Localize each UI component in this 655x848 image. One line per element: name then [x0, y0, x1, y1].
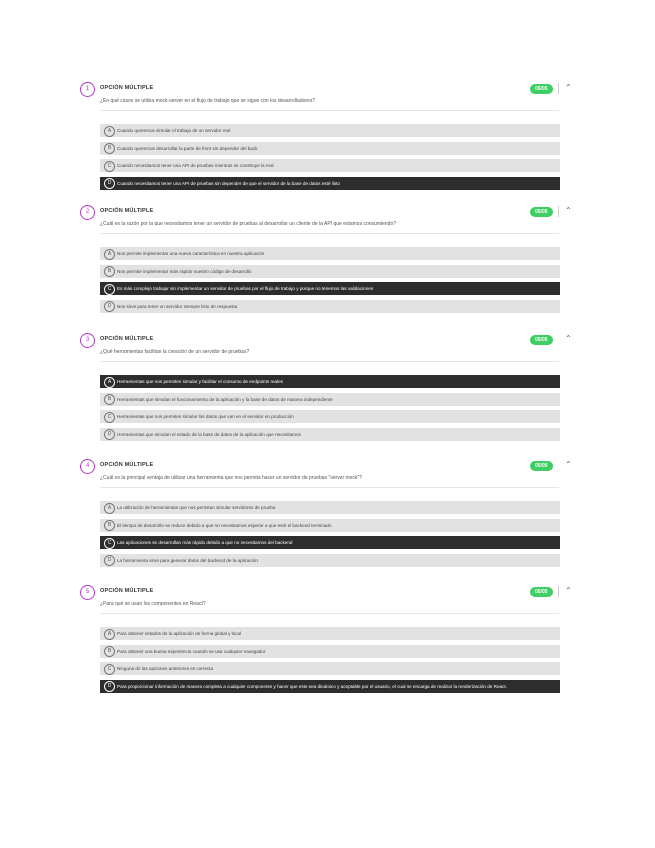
chevron-up-icon[interactable]: ⌃ [565, 83, 572, 92]
option-b[interactable] [100, 265, 560, 278]
divider [100, 110, 559, 111]
option-letter: B [104, 266, 115, 277]
question-text: ¿Cuál es la razón por la que necesitamos tener un servidor de pruebas al desarrollar un cliente de la API que estamos consumiendo? [100, 221, 397, 227]
question-card [80, 459, 580, 563]
options-list [100, 124, 560, 194]
option-text: Herramientas que simulan el estado de la base de datos de la aplicación que necesitamos [117, 431, 301, 437]
option-d[interactable] [100, 428, 560, 441]
option-letter: D [104, 555, 115, 566]
score-badge: 05/05 [530, 84, 553, 94]
option-letter: B [104, 520, 115, 531]
option-text: Herramientas que nos permiten simular los datos que van en el servidor en producción [117, 414, 294, 419]
option-a[interactable] [100, 501, 560, 514]
option-b[interactable] [100, 393, 560, 406]
question-type-label: OPCIÓN MÚLTIPLE [100, 336, 154, 342]
option-b[interactable] [100, 142, 560, 155]
option-c[interactable] [100, 410, 560, 423]
option-text: Cuando necesitamos tener una API de pruebas mientras se construye la real [117, 163, 274, 168]
question-card [80, 205, 580, 309]
option-letter: B [104, 143, 115, 154]
option-d-selected[interactable] [100, 177, 560, 190]
option-d[interactable] [100, 554, 560, 567]
question-number-badge: 2 [80, 205, 95, 220]
option-a[interactable] [100, 247, 560, 260]
option-letter: B [104, 394, 115, 405]
question-card [80, 333, 580, 437]
option-text: Nos permite implementar una nueva característica en nuestra aplicación [117, 251, 265, 256]
chevron-up-icon[interactable]: ⌃ [565, 206, 572, 215]
options-list [100, 501, 560, 571]
option-letter: C [104, 412, 115, 423]
options-list [100, 247, 560, 317]
question-text: ¿Cuál es la principal ventaja de utilizar una herramienta que nos permita hacer un servidor de pruebas "server mock"? [100, 475, 363, 481]
question-type-label: OPCIÓN MÚLTIPLE [100, 208, 154, 214]
option-text: Para proporcionar información de manera completa a cualquier componente y hacer que este sea dinámico y aceptable por el usuario, el cual se encarga de realizar la renderización de React. [117, 683, 507, 689]
options-list [100, 627, 560, 697]
option-text: Ninguna de las opciones anteriores es correcta [117, 666, 214, 671]
option-letter: D [104, 429, 115, 440]
option-text: Herramientas que simulan el funcionamiento de la aplicación y la base de datos de manera independiente [117, 396, 333, 402]
option-letter: A [104, 126, 115, 137]
option-a[interactable] [100, 124, 560, 137]
divider [100, 613, 559, 614]
option-letter: D [104, 301, 115, 312]
question-card [80, 82, 580, 186]
question-type-label: OPCIÓN MÚLTIPLE [100, 462, 154, 468]
option-a-selected[interactable] [100, 375, 560, 388]
chevron-up-icon[interactable]: ⌃ [565, 334, 572, 343]
option-c-selected[interactable] [100, 536, 560, 549]
divider [100, 487, 559, 488]
header-divider [558, 206, 559, 217]
option-text: Las aplicaciones se desarrollan más rápido debido a que no necesitamos del backend [117, 540, 293, 545]
option-letter: C [104, 284, 115, 295]
divider [100, 233, 559, 234]
question-text: ¿En qué casos se utiliza mock-server en el flujo de trabajo que se sigue con los desarrolladores? [100, 98, 316, 104]
question-number-badge: 4 [80, 459, 95, 474]
option-text: Cuando queremos desarrollar la parte de front sin depender del back [117, 145, 258, 151]
question-number-badge: 5 [80, 585, 95, 600]
options-list [100, 375, 560, 445]
option-text: La utilización de herramientas que nos permitan simular servidores de prueba [117, 505, 276, 510]
option-b[interactable] [100, 645, 560, 658]
option-letter: A [104, 629, 115, 640]
option-text: Es más complejo trabajar sin implementar un servidor de pruebas por el flujo de trabajo y porque no tenemos las validaciones [117, 286, 374, 291]
option-c[interactable] [100, 662, 560, 675]
chevron-up-icon[interactable]: ⌃ [565, 586, 572, 595]
chevron-up-icon[interactable]: ⌃ [565, 460, 572, 469]
option-text: Cuando necesitamos tener una API de pruebas sin depender de que el servidor de la base de datos esté listo [117, 180, 340, 186]
score-badge: 05/05 [530, 207, 553, 217]
question-text: ¿Qué herramientas facilitan la creación de un servidor de pruebas? [100, 349, 250, 355]
option-letter: C [104, 664, 115, 675]
option-text: Herramientas que nos permiten simular y facilitar el consumo de endpoints reales [117, 379, 283, 384]
question-text: ¿Para qué se usan los componentes en React? [100, 601, 206, 607]
option-a[interactable] [100, 627, 560, 640]
option-c[interactable] [100, 159, 560, 172]
option-letter: A [104, 503, 115, 514]
option-text: Para obtener una buena experiencia cuando se usa cualquier navegador [117, 648, 266, 654]
option-text: El tiempo de desarrollo se reduce debido a que no necesitamos esperar a que esté el backend terminado [117, 522, 332, 528]
option-text: Nos permite implementar más rápido nuestro código de desarrollo [117, 268, 252, 274]
header-divider [558, 83, 559, 94]
option-letter: A [104, 377, 115, 388]
option-letter: D [104, 681, 115, 692]
question-type-label: OPCIÓN MÚLTIPLE [100, 85, 154, 91]
option-b[interactable] [100, 519, 560, 532]
option-letter: D [104, 178, 115, 189]
question-number-badge: 3 [80, 333, 95, 348]
header-divider [558, 586, 559, 597]
option-letter: A [104, 249, 115, 260]
question-type-label: OPCIÓN MÚLTIPLE [100, 588, 154, 594]
score-badge: 05/05 [530, 335, 553, 345]
option-d-selected[interactable] [100, 680, 560, 693]
option-c-selected[interactable] [100, 282, 560, 295]
question-card [80, 585, 580, 689]
divider [100, 361, 559, 362]
option-text: Nos sirve para tener un servidor siempre listo de respuesta [117, 303, 238, 309]
question-number-badge: 1 [80, 82, 95, 97]
option-letter: C [104, 538, 115, 549]
option-d[interactable] [100, 300, 560, 313]
option-text: Para obtener estados de la aplicación de forma global y local [117, 631, 242, 636]
option-text: Cuando queremos simular el trabajo de un servidor real [117, 128, 231, 133]
option-text: La herramienta sirve para generar datos del backend de la aplicación [117, 557, 258, 563]
option-letter: C [104, 161, 115, 172]
option-letter: B [104, 646, 115, 657]
score-badge: 05/05 [530, 587, 553, 597]
score-badge: 05/05 [530, 461, 553, 471]
